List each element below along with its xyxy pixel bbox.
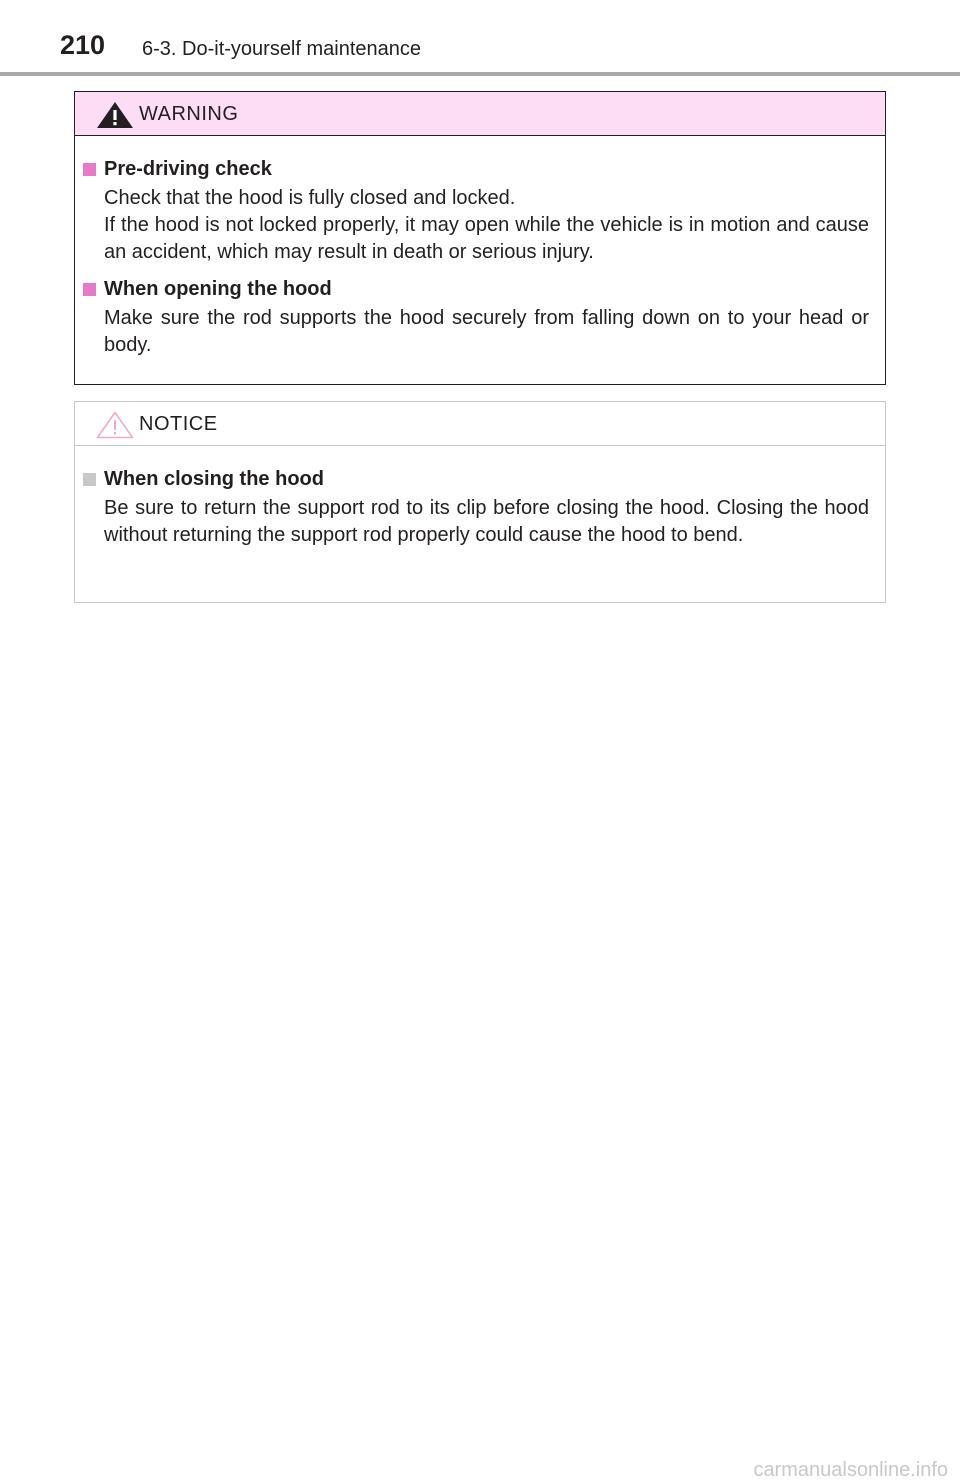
warning-item-heading (83, 276, 869, 302)
warning-triangle-icon (95, 100, 135, 130)
notice-item (83, 466, 869, 549)
warning-item-title: When opening the hood (104, 278, 332, 300)
section-title: 6-3. Do-it-yourself maintenance (142, 38, 422, 60)
notice-box (74, 401, 886, 603)
page-number: 210 (60, 30, 106, 60)
square-bullet-icon (83, 283, 96, 296)
warning-item-text (104, 185, 869, 266)
paragraph: If the hood is not locked properly, it may open while the vehicle is in motion and cause an accident, which may result in death or serious injury. (104, 214, 869, 263)
warning-box (74, 91, 886, 385)
warning-item (83, 276, 869, 359)
warning-box-header (75, 92, 885, 136)
warning-item-text (104, 305, 869, 359)
notice-box-body (75, 446, 885, 549)
paragraph: Make sure the rod supports the hood securely from falling down on to your head or body. (104, 307, 869, 356)
notice-box-header (75, 402, 885, 446)
square-bullet-icon (83, 163, 96, 176)
notice-triangle-icon (95, 410, 135, 440)
notice-item-heading (83, 466, 869, 492)
paragraph: Check that the hood is fully closed and locked. (104, 187, 516, 209)
warning-item-heading (83, 156, 869, 182)
page-header (0, 0, 960, 76)
warning-label: WARNING (139, 103, 239, 125)
header-divider (0, 72, 960, 76)
paragraph: Be sure to return the support rod to its clip before closing the hood. Closing the hood without returning the support rod properly could cause the hood to bend. (104, 497, 869, 546)
warning-item (83, 156, 869, 266)
notice-item-text (104, 495, 869, 549)
warning-box-body (75, 136, 885, 359)
notice-label: NOTICE (139, 413, 218, 435)
square-bullet-icon (83, 473, 96, 486)
watermark: carmanualsonline.info (753, 1459, 948, 1481)
notice-item-title: When closing the hood (104, 468, 324, 490)
warning-item-title: Pre-driving check (104, 158, 272, 180)
